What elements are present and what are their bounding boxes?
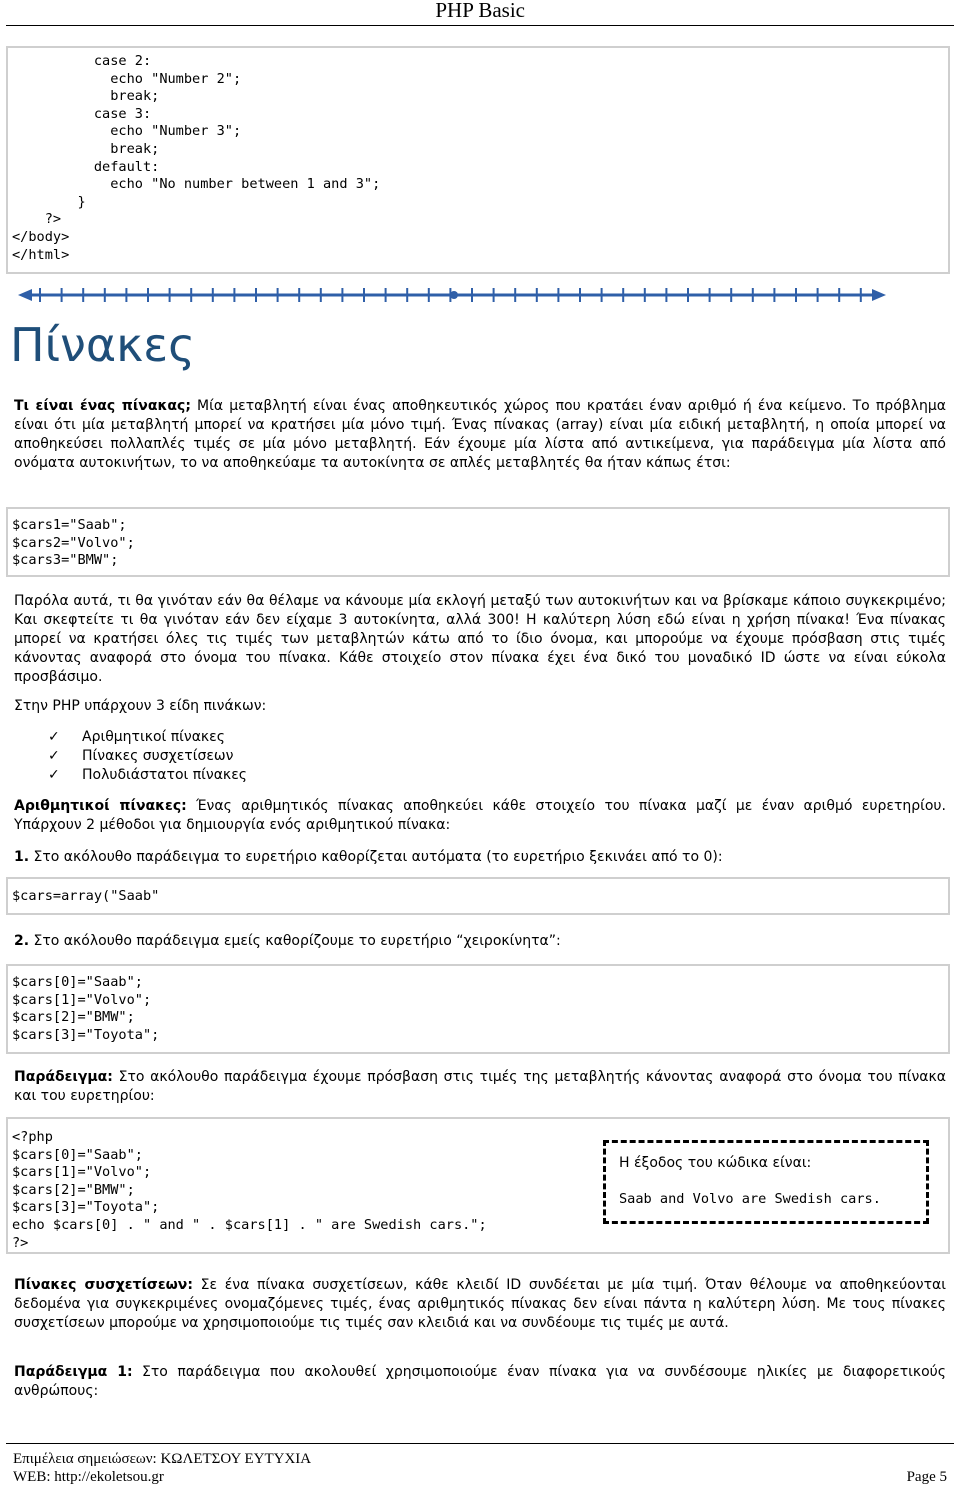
example-paragraph <box>14 1068 946 1106</box>
output-box <box>603 1140 929 1224</box>
check-icon: ✓ <box>48 767 60 783</box>
code-box-manual <box>6 964 950 1054</box>
list-item-label: Αριθμητικοί πίνακες <box>82 729 225 745</box>
footer-web-link[interactable]: WEB: http://ekoletsou.gr <box>13 1469 164 1485</box>
numeric-arrays-paragraph <box>14 797 946 835</box>
list-item <box>48 766 247 785</box>
code-cars-vars: $cars1="Saab"; $cars2="Volvo"; $cars3="BMW"; <box>12 517 135 569</box>
method-2-paragraph <box>14 932 946 951</box>
method-1-bold: 1. <box>14 849 30 865</box>
code-box-array <box>6 877 950 915</box>
header-title: PHP Basic <box>435 0 525 22</box>
assoc-bold: Πίνακες συσχετίσεων: <box>14 1277 193 1293</box>
example-text: Στο ακόλουθο παράδειγμα έχουμε πρόσβαση στις τιμές της μεταβλητής κάνοντας αναφορά στο όνομα του πίνακα και του ευρετηρίου: <box>14 1069 946 1104</box>
code-switch: case 2: echo "Number 2"; break; case 3: echo "Number 3"; break; default: echo "No number between 1 and 3"; } ?> </body> </html> <box>12 53 381 263</box>
decorative-ruler <box>18 284 888 306</box>
header-divider <box>6 25 954 26</box>
intro-bold: Τι είναι ένας πίνακας; <box>14 398 191 414</box>
example-1-bold: Παράδειγμα 1: <box>14 1364 133 1380</box>
paragraph-array-why: Παρόλα αυτά, τι θα γινόταν εάν θα θέλαμε να κάνουμε μία εκλογή μεταξύ των αυτοκινήτων και να βρίσκαμε κάποιο συγκεκριμένο; Και σκεφτείτε τι θα γινόταν εάν δεν είχαμε 3 αυτοκίνητα, αλλά 300! Η καλύτερη λύση εδώ είναι η χρήση πίνακα! Ένα πίνακας μπορεί να κρατήσει όλες τις τιμές των μεταβλητών κάτω από το ίδιο όνομα, και μπορούμε να έχουμε πρόσβαση στις τιμές κάνοντας αναφορά στο όνομα του πίνακα. Κάθε στοιχείο στον πίνακα έχει ένα δικό του μοναδικό ID ώστε να είναι εύκολα προσβάσιμο. <box>14 593 946 685</box>
list-item-label: Πίνακες συσχετίσεων <box>82 748 234 764</box>
method-1-paragraph <box>14 848 946 867</box>
footer-editor: Επιμέλεια σημειώσεων: ΚΩΛΕΤΣΟΥ ΕΥΤΥΧΙΑ <box>13 1451 312 1467</box>
list-item <box>48 747 247 766</box>
assoc-text: Σε ένα πίνακα συσχετίσεων, κάθε κλειδί ID συνδέεται με μία τιμή. Όταν θέλουμε να αποθηκεύονται δεδομένα για συγκεκριμένες ονομαζόμενες τιμές, ένας αριθμητικός πίνακας δεν είναι πάντα η καλύτερη λύση. Με τους πίνακες συσχετίσεων μπορούμε να χρησιμοποιούμε τις τιμές σαν κλειδιά και να συνδέουμε τις τιμές με αυτά. <box>14 1277 946 1331</box>
footer-divider <box>6 1443 954 1444</box>
code-box-switch <box>6 46 950 274</box>
code-manual: $cars[0]="Saab"; $cars[1]="Volvo"; $cars[2]="BMW"; $cars[3]="Toyota"; <box>12 974 160 1043</box>
check-icon: ✓ <box>48 729 60 745</box>
types-intro: Στην PHP υπάρχουν 3 είδη πινάκων: <box>14 698 267 714</box>
example-1-paragraph <box>14 1363 946 1401</box>
code-array: $cars=array("Saab" <box>12 888 160 904</box>
method-2-text: Στο ακόλουθο παράδειγμα εμείς καθορίζουμε το ευρετήριο “χειροκίνητα”: <box>29 933 561 949</box>
list-item-label: Πολυδιάστατοι πίνακες <box>82 767 247 783</box>
array-types-list <box>48 728 247 785</box>
code-box-vars <box>6 507 950 577</box>
assoc-arrays-paragraph <box>14 1276 946 1333</box>
list-item <box>48 728 247 747</box>
example-1-text: Στο παράδειγμα που ακολουθεί χρησιμοποιούμε έναν πίνακα για να συνδέσουμε ηλικίες με διαφορετικούς ανθρώπους: <box>14 1364 946 1399</box>
output-value: Saab and Volvo are Swedish cars. <box>619 1191 881 1207</box>
method-2-bold: 2. <box>14 933 30 949</box>
numeric-text: Ένας αριθμητικός πίνακας αποθηκεύει κάθε στοιχείο του πίνακα μαζί με έναν αριθμό ευρετηρίου. Υπάρχουν 2 μέθοδοι για δημιουργία ενός αριθμητικού πίνακα: <box>14 798 946 833</box>
code-example: <?php $cars[0]="Saab"; $cars[1]="Volvo"; $cars[2]="BMW"; $cars[3]="Toyota"; echo $cars[0] . " and " . $cars[1] . " are Swedish cars."; ?> <box>12 1129 487 1251</box>
section-title: Πίνακες <box>10 318 196 372</box>
page-number: Page 5 <box>906 1469 947 1485</box>
method-1-text: Στο ακόλουθο παράδειγμα το ευρετήριο καθορίζεται αυτόματα (το ευρετήριο ξεκινάει από το 0): <box>29 849 723 865</box>
check-icon: ✓ <box>48 748 60 764</box>
ruler-arrow-right <box>872 289 886 301</box>
intro-paragraph <box>14 397 946 473</box>
output-label: Η έξοδος του κώδικα είναι: <box>619 1155 812 1171</box>
numeric-bold: Αριθμητικοί πίνακες: <box>14 798 187 814</box>
ruler-center-dot <box>450 291 458 299</box>
ruler-arrow-left <box>18 289 32 301</box>
intro-text: Μία μεταβλητή είναι ένας αποθηκευτικός χώρος που κρατάει έναν αριθμό ή ένα κείμενο. Το πρόβλημα είναι ότι μία μεταβλητή μπορεί να κρατήσει μία μόνο τιμή. Ένας πίνακας (array) είναι μία ειδική μεταβλητή, η οποία μπορεί να αποθηκεύσει πολλαπλές τιμές σε μία μόνο μεταβλητή. Εάν έχουμε μία λίστα από αντικείμενα, για παράδειγμα μία λίστα από ονόματα αυτοκινήτων, το να αποθηκεύαμε τα αυτοκίνητα σε απλές μεταβλητές θα ήταν κάπως έτσι: <box>14 398 946 471</box>
example-bold: Παράδειγμα: <box>14 1069 113 1085</box>
